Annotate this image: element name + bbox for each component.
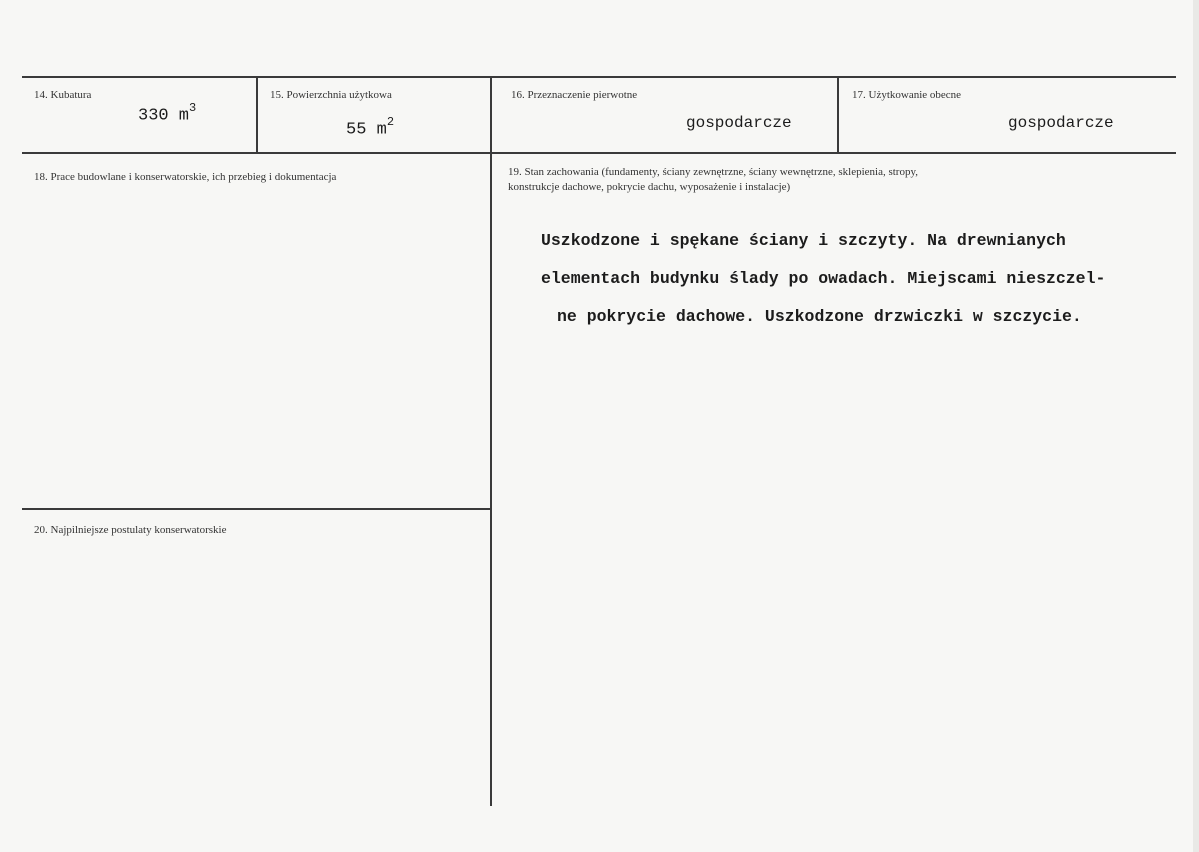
field-19-label-line2: konstrukcje dachowe, pokrycie dachu, wyposażenie i instalacje)	[508, 181, 791, 193]
scan-edge	[1193, 0, 1199, 852]
top-rule	[22, 76, 1176, 78]
field-20-label: 20. Najpilniejsze postulaty konserwatorskie	[34, 524, 227, 536]
field-17-label: 17. Użytkowanie obecne	[852, 89, 962, 101]
row-divider	[22, 152, 1176, 154]
field-15-number: 55 m	[346, 120, 387, 140]
field-19-label-line1: 19. Stan zachowania (fundamenty, ściany zewnętrzne, ściany wewnętrzne, sklepienia, stropy,	[508, 166, 919, 178]
field-17-value: gospodarcze	[1008, 114, 1114, 132]
field-14-exponent: 3	[189, 101, 197, 115]
divider-14-15	[256, 76, 258, 153]
field-15-exponent: 2	[386, 115, 395, 129]
section-divider-18-20	[22, 508, 491, 510]
field-19-text-line: elementach budynku ślady po owadach. Miejscami nieszczel-	[541, 269, 1106, 288]
field-14-label: 14. Kubatura	[34, 89, 92, 101]
field-14-number: 330 m	[138, 106, 190, 126]
field-16-value: gospodarcze	[686, 114, 792, 132]
divider-16-17	[837, 76, 839, 153]
field-14-value	[138, 103, 196, 126]
field-19-text	[541, 212, 1141, 345]
field-16-label: 16. Przeznaczenie pierwotne	[511, 89, 638, 101]
field-15-value	[346, 117, 394, 140]
field-18-label: 18. Prace budowlane i konserwatorskie, ich przebieg i dokumentacja	[34, 171, 337, 183]
field-19-text-line: Uszkodzone i spękane ściany i szczyty. Na drewnianych	[541, 231, 1066, 250]
field-19-text-line: ne pokrycie dachowe. Uszkodzone drzwiczki w szczycie.	[557, 307, 1082, 326]
field-15-label: 15. Powierzchnia użytkowa	[270, 89, 392, 101]
divider-15-16	[490, 76, 492, 806]
